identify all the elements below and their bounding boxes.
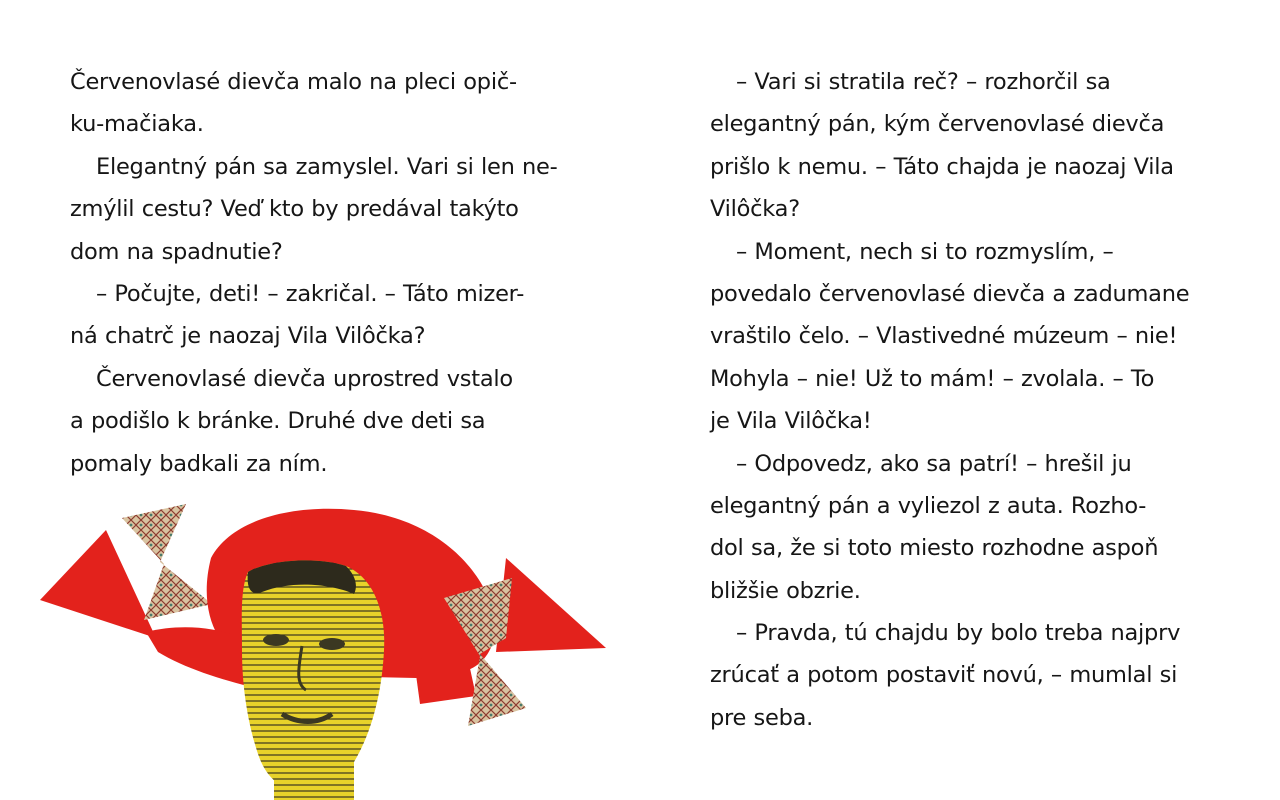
text-line: pomaly badkali za ním. <box>70 450 328 477</box>
girl-eye-right <box>319 638 345 650</box>
text-line: dol sa, že si toto miesto rozhodne aspoň <box>710 535 1159 562</box>
text-line: pre seba. <box>710 704 814 731</box>
red-triangle-left <box>40 530 156 638</box>
text-line: elegantný pán a vyliezol z auta. Rozho- <box>710 492 1147 519</box>
collage-girl-icon <box>36 500 616 800</box>
girl-neck <box>274 750 354 800</box>
text-line: – Pravda, tú chajdu by bolo treba najprv <box>736 620 1181 647</box>
text-line: ná chatrč je naozaj Vila Vilôčka? <box>70 323 426 350</box>
text-line: – Počujte, deti! – zakričal. – Táto mizer- <box>96 280 525 307</box>
right-page-text <box>710 61 1250 739</box>
girl-eye-left <box>263 634 289 646</box>
red-triangle-right <box>496 558 606 652</box>
text-line: zrúcať a potom postaviť novú, – mumlal si <box>710 662 1178 689</box>
text-line: ku-mačiaka. <box>70 111 204 138</box>
text-line: – Vari si stratila reč? – rozhorčil sa <box>736 69 1111 95</box>
text-line: je Vila Vilôčka! <box>710 408 872 435</box>
text-line: Elegantný pán sa zamyslel. Vari si len ne- <box>96 153 558 180</box>
text-line: Červenovlasé dievča uprostred vstalo <box>96 365 513 392</box>
text-line: a podišlo k bránke. Druhé dve deti sa <box>70 408 486 435</box>
text-line: zmýlil cestu? Veď kto by predával takýto <box>70 196 519 223</box>
text-line: – Odpovedz, ako sa patrí! – hrešil ju <box>736 450 1132 477</box>
text-line: vraštilo čelo. – Vlastivedné múzeum – nie! <box>710 323 1178 350</box>
text-line: Mohyla – nie! Už to mám! – zvolala. – To <box>710 365 1155 392</box>
text-line: dom na spadnutie? <box>70 238 283 265</box>
text-line: Červenovlasé dievča malo na pleci opič- <box>70 69 517 95</box>
text-line: prišlo k nemu. – Táto chajda je naozaj Vila <box>710 153 1174 180</box>
text-line: Vilôčka? <box>710 196 800 223</box>
text-line: povedalo červenovlasé dievča a zadumane <box>710 280 1190 307</box>
text-line: bližšie obzrie. <box>710 577 861 604</box>
left-page-text <box>70 61 610 485</box>
text-line: elegantný pán, kým červenovlasé dievča <box>710 111 1165 138</box>
text-line: – Moment, nech si to rozmyslím, – <box>736 238 1114 265</box>
collage-girl-illustration <box>36 500 616 800</box>
